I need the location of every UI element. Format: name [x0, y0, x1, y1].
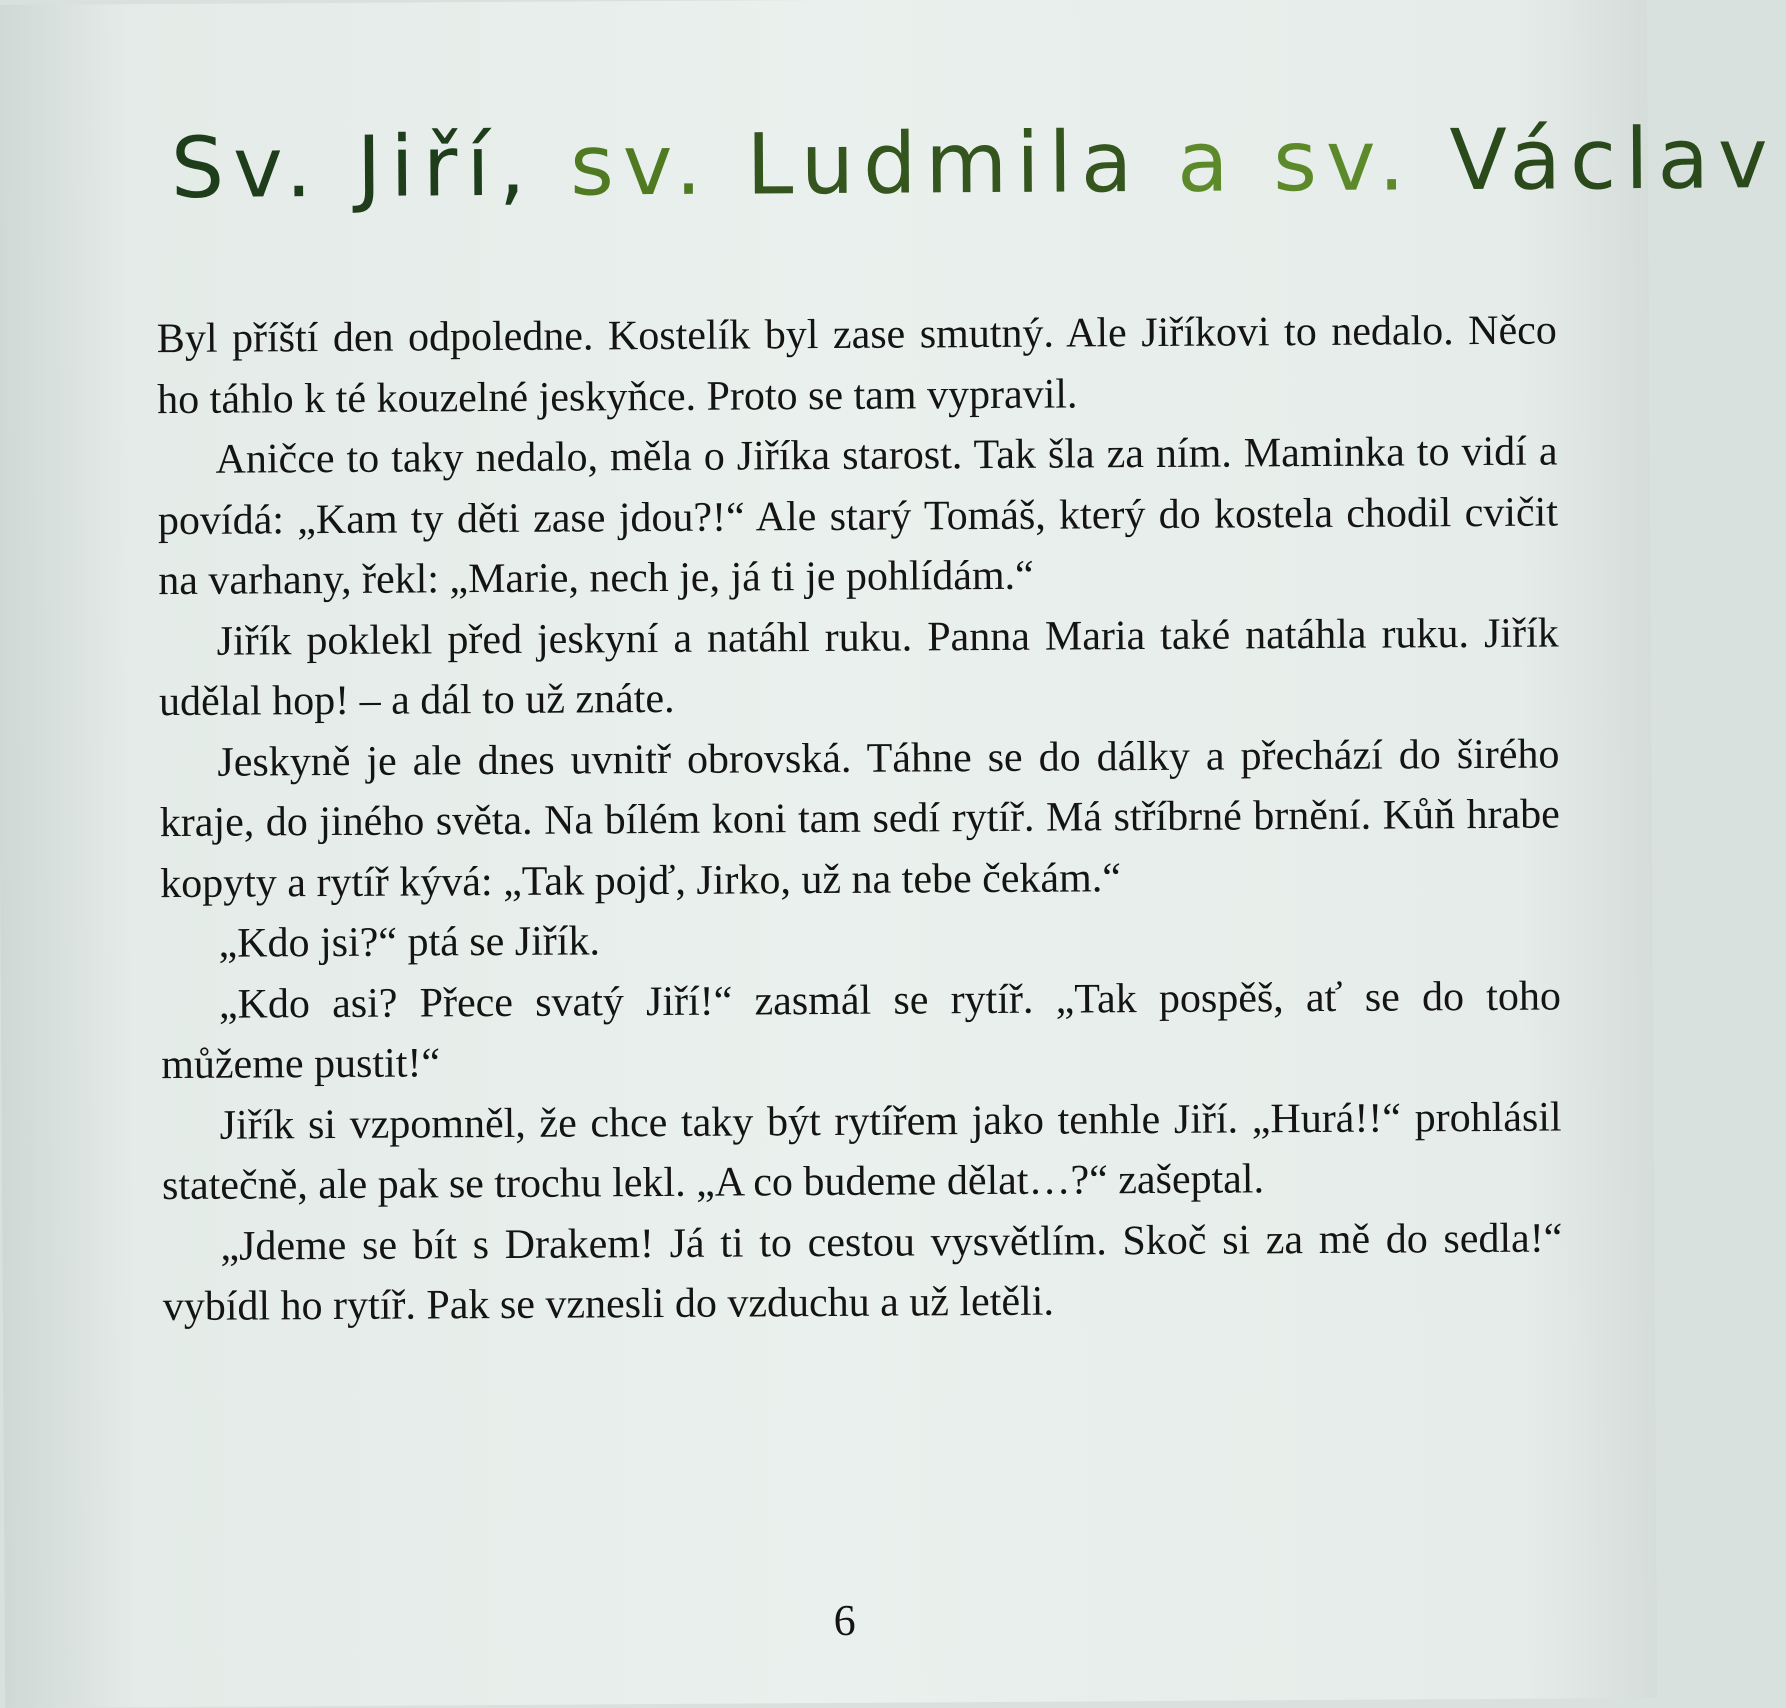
story-text [157, 301, 1563, 1338]
paragraph: Aničce to taky nedalo, měla o Jiříka starost. Tak šla za ním. Maminka to vidí a povídá: „Kam ty děti zase jdou?!“ Ale starý Tomáš, který do kostela chodil cvičit na varhany, řekl: „Marie, nech je, já ti je pohlídám.“ [157, 428, 1559, 605]
chapter-title [170, 109, 1777, 217]
paragraph: Jiřík si vzpomněl, že chce taky být rytířem jako tenhle Jiří. „Hurá!!“ prohlásil statečně, ale pak se trochu lekl. „A co budeme dělat…?“ zašeptal. [161, 1094, 1562, 1210]
paragraph: „Kdo asi? Přece svatý Jiří!“ zasmál se rytíř. „Tak pospěš, ať se do toho můžeme pustit!“ [161, 973, 1562, 1089]
chapter-title-part: Ludmila [746, 113, 1142, 214]
paragraph: Byl příští den odpoledne. Kostelík byl zase smutný. Ale Jiříkovi to nedalo. Něco ho táhlo k té kouzelné jeskyňce. Proto se tam vypravil. [156, 307, 1557, 423]
paragraph: Jiřík poklekl před jeskyní a natáhl ruku. Panna Maria také natáhla ruku. Jiřík udělal hop! – a dál to už znáte. [158, 610, 1559, 726]
chapter-title-part: Václav [1449, 109, 1777, 210]
page-number: 6 [833, 1595, 856, 1645]
paragraph: „Jdeme se bít s Drakem! Já ti to cestou vysvětlím. Skoč si za mě do sedla!“ vybídl ho rytíř. Pak se vznesli do vzduchu a už letěli. [162, 1215, 1563, 1331]
chapter-title-part: Sv. Jiří, [170, 116, 535, 217]
chapter-title-part: a sv. [1176, 111, 1415, 211]
paragraph: Jeskyně je ale dnes uvnitř obrovská. Táhne se do dálky a přechází do širého kraje, do jiného světa. Na bílém koni tam sedí rytíř. Má stříbrné brnění. Kůň hrabe kopyty a rytíř kývá: „Tak pojď, Jirko, už na tebe čekám.“ [159, 731, 1560, 907]
paragraph: „Kdo jsi?“ ptá se Jiřík. [218, 918, 601, 967]
chapter-title-part: sv. [569, 115, 712, 215]
